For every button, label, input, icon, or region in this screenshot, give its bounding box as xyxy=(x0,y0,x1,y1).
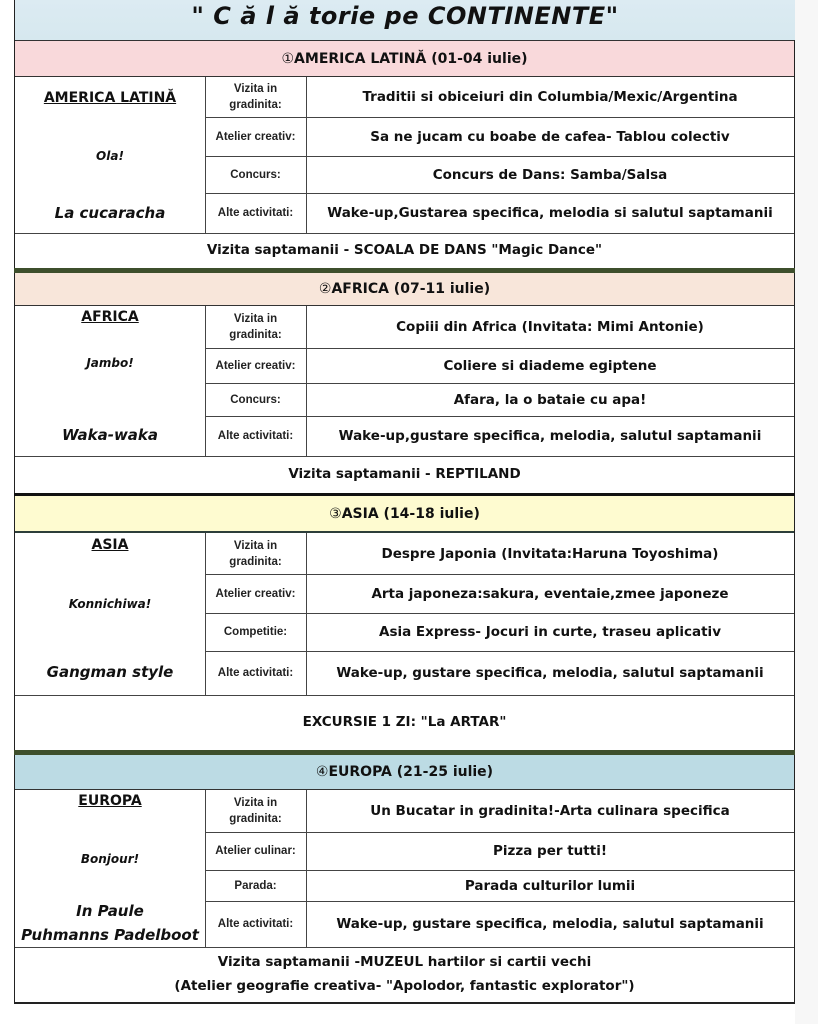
song: Gangman style xyxy=(46,663,174,681)
weekly-visit: Vizita saptamanii -MUZEUL hartilor si cartii vechi xyxy=(217,954,592,970)
row-value: Wake-up,Gustarea specifica, melodia si salutul saptamanii xyxy=(327,205,773,221)
number-badge: ① xyxy=(281,50,295,67)
greeting: Jambo! xyxy=(86,356,134,370)
continent-panel xyxy=(15,77,205,233)
section-header xyxy=(15,496,794,533)
song: In Paule xyxy=(76,902,144,920)
section-header xyxy=(15,40,794,77)
row-value: Wake-up, gustare specifica, melodia, salutul saptamanii xyxy=(336,665,764,681)
divider xyxy=(15,695,794,696)
row-label: Vizita in gradinita: xyxy=(229,797,282,825)
row-label: Atelier culinar: xyxy=(215,845,296,857)
number-badge: ③ xyxy=(329,505,342,522)
row-label: Alte activitati: xyxy=(217,667,294,679)
section-header-text: AFRICA (07-11 iulie) xyxy=(331,281,491,297)
row-value: Afara, la o bataie cu apa! xyxy=(453,391,647,408)
row-label: Atelier creativ: xyxy=(215,359,296,372)
row-label: Parada: xyxy=(234,879,277,892)
section-europa xyxy=(14,755,795,1004)
row-value: Wake-up, gustare specifica, melodia, salutul saptamanii xyxy=(336,916,764,932)
song: La cucaracha xyxy=(54,204,166,222)
continent-name: AMERICA LATINĂ xyxy=(43,90,177,106)
page-margin xyxy=(795,0,818,1024)
row-label: Concurs: xyxy=(230,168,281,181)
row-label: Alte activitati: xyxy=(217,430,294,442)
row-value: Concurs de Dans: Samba/Salsa xyxy=(432,166,668,183)
divider xyxy=(15,456,794,457)
divider xyxy=(15,947,794,948)
section-header xyxy=(15,755,794,790)
continent-panel xyxy=(15,306,205,456)
section-header xyxy=(15,273,794,306)
weekly-visit: EXCURSIE 1 ZI: "La ARTAR" xyxy=(302,714,507,730)
row-value: Coliere si diademe egiptene xyxy=(443,357,657,374)
weekly-visit: Vizita saptamanii - SCOALA DE DANS "Magic Dance" xyxy=(206,242,603,258)
greeting: Konnichiwa! xyxy=(68,597,152,611)
section-header-text: EUROPA (21-25 iulie) xyxy=(328,764,494,780)
divider xyxy=(15,233,794,234)
row-value: Pizza per tutti! xyxy=(493,843,607,859)
row-value: Copiii din Africa (Invitata: Mimi Antonie) xyxy=(396,319,704,335)
song-line-2: Puhmanns Padelboot xyxy=(21,926,199,944)
number-badge: ② xyxy=(318,281,332,297)
number-badge: ④ xyxy=(315,764,329,780)
row-label: Concurs: xyxy=(230,393,281,406)
weekly-visit: Vizita saptamanii - REPTILAND xyxy=(288,466,521,482)
row-value: Un Bucatar in gradinita!-Arta culinara specifica xyxy=(370,803,730,819)
weekly-visit-note: (Atelier geografie creativa- "Apolodor, fantastic explorator") xyxy=(174,978,635,994)
continent-name: ASIA xyxy=(91,537,129,553)
row-value: Asia Express- Jocuri in curte, traseu aplicativ xyxy=(379,624,721,640)
section-africa xyxy=(14,273,795,494)
continent-panel xyxy=(15,790,205,947)
row-label: Atelier creativ: xyxy=(215,130,296,143)
section-header-text: AMERICA LATINĂ (01-04 iulie) xyxy=(294,50,528,67)
greeting: Bonjour! xyxy=(80,852,140,866)
row-value: Wake-up,gustare specifica, melodia, salutul saptamanii xyxy=(338,428,762,444)
title-banner xyxy=(14,0,795,40)
row-label: Vizita in gradinita: xyxy=(229,83,282,111)
row-value: Arta japoneza:sakura, eventaie,zmee japoneze xyxy=(371,585,729,602)
row-label: Atelier creativ: xyxy=(215,587,296,600)
row-label: Vizita in gradinita: xyxy=(229,539,282,568)
page-title: " C ă l ă torie pe CONTINENTE" xyxy=(191,2,619,30)
section-asia xyxy=(14,496,795,750)
row-value: Traditii si obiceiuri din Columbia/Mexic/Argentina xyxy=(362,89,738,105)
row-label: Competitie: xyxy=(223,626,288,638)
row-label: Vizita in gradinita: xyxy=(229,313,282,341)
song: Waka-waka xyxy=(61,426,159,444)
row-label: Alte activitati: xyxy=(217,207,294,219)
row-value: Sa ne jucam cu boabe de cafea- Tablou colectiv xyxy=(370,128,730,145)
continent-name: AFRICA xyxy=(81,309,139,325)
row-value: Despre Japonia (Invitata:Haruna Toyoshima) xyxy=(381,545,719,562)
section-america-latina xyxy=(14,40,795,269)
greeting: Ola! xyxy=(96,149,124,163)
section-header-text: ASIA (14-18 iulie) xyxy=(341,505,480,522)
row-label: Alte activitati: xyxy=(217,918,294,930)
row-value: Parada culturilor lumii xyxy=(464,877,636,894)
continent-panel xyxy=(15,533,205,695)
continent-name: EUROPA xyxy=(78,793,142,809)
